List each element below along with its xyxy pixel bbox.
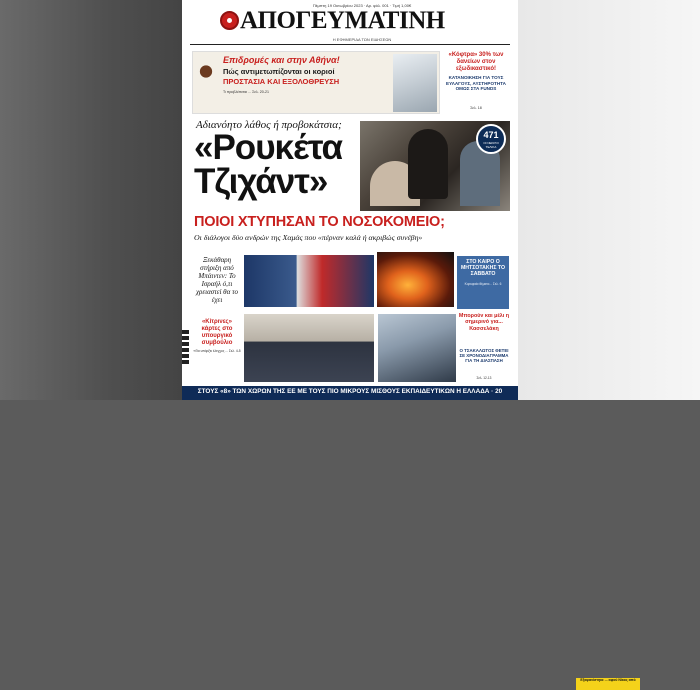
mitsotakis-cairo-box[interactable] <box>457 256 509 309</box>
barcode-marks <box>182 330 189 380</box>
photo-figure <box>408 129 448 199</box>
hospital-subheadline: Οι διάλογοι δύο ανδρών της Χαμάς που «πέρναν καλά ή ακριβώς συνέβη» <box>194 233 423 242</box>
kasselakis-headline: Μπορούν και μέλι η σημερινό για... Κασσελάκη <box>458 313 510 332</box>
footer-headline: ΣΤΟΥΣ «8» ΤΩΝ ΧΩΡΩΝ ΤΗΣ ΕΕ ΜΕ ΤΟΥΣ ΠΙΟ ΜΙΚΡΟΥΣ ΜΙΣΘΟΥΣ ΕΚΠΑΙΔΕΥΤΙΚΩΝ Η ΕΛΛΑΔΑ · 20 <box>197 388 503 395</box>
loans-subheadline: ΚΑΤΑΝΟΙΚΗΣΗ ΓΙΑ ΤΟΥΣ ΕΥΛΑΓΟΥΣ, ΑΥΣΤΗΡΟΤΗΤΑ ΟΜΩΣ ΣΤΑ FUNDS <box>446 75 506 92</box>
main-headline-line1: «Ρουκέτα <box>194 128 343 167</box>
bedbug-image <box>195 58 217 88</box>
newspaper-front-page <box>182 0 636 682</box>
dateline: Πέμπτη 19 Οκτωβρίου 2023 · Αρ. φύλ. 001 · Τιμή 1,00€ <box>312 3 412 8</box>
footer-banner[interactable] <box>182 386 518 400</box>
death-toll-badge <box>476 124 506 154</box>
masthead-subtitle: Η ΕΦΗΜΕΡΙΔΑ ΤΩΝ ΕΙΔΗΣΕΩΝ <box>332 37 392 42</box>
cabinet-headline: «Κίτρινες» κάρτες στο υπουργικό συμβούλιο <box>201 319 233 346</box>
death-toll-label: ΟΙ ΝΕΚΡΟΙ ΤΕΛΙΚΑ <box>483 141 499 149</box>
loans-story[interactable] <box>443 51 509 114</box>
loans-headline: «Κόφτρα» 30% των δανείων στον εξωδικαστικό! <box>448 52 504 72</box>
photo-caption: Εξαφανίστηκε ... αφού Νίκος από <box>576 678 640 690</box>
loans-page-ref: Σελ. 18 <box>470 106 482 110</box>
tsakalotos-subheadline: Ο ΤΣΑΚΑΛΩΤΟΣ ΘΕΤΕΙ ΣΕ ΧΡΟΝΟΔΙΑΓΡΑΜΜΑ ΓΙΑ ΤΗ ΔΙΑΣΠΑΣΗ <box>459 348 509 364</box>
main-headline-line2: Τζιχάντ» <box>194 162 328 201</box>
background-left <box>0 0 182 400</box>
mitsotakis-headline: ΣΤΟ ΚΑΙΡΟ Ο ΜΗΤΣΟΤΑΚΗΣ ΤΟ ΣΑΒΒΑΤΟ <box>460 259 506 277</box>
top-story[interactable] <box>192 51 440 114</box>
masthead-rule <box>190 44 510 45</box>
cabinet-story[interactable] <box>192 319 242 381</box>
biden-story-text[interactable]: Ξεκάθαρη στήριξη από Μπάιντεν: Το Ισραήλ ό,τι χρειαστεί θα το έχει <box>195 256 239 304</box>
top-story-headline-caps: ΠΡΟΣΤΑΣΙΑ ΚΑΙ ΕΞΟΛΟΘΡΕΥΣΗ <box>223 77 340 86</box>
background-right <box>518 0 700 400</box>
hospital-headline: ΠΟΙΟΙ ΧΤΥΠΗΣΑΝ ΤΟ ΝΟΣΟΚΟΜΕΙΟ; <box>194 214 445 230</box>
kasselakis-page-ref: Σελ. 12-13 <box>476 376 492 380</box>
death-toll-number: 471 <box>483 130 499 140</box>
top-story-headline: Πώς αντιμετωπίζονται οι κοριοί <box>223 67 335 76</box>
pest-control-photo <box>393 54 437 112</box>
masthead-logo-icon <box>220 11 239 30</box>
hospital-fire-photo <box>377 252 454 307</box>
masthead-title: ΑΠΟΓΕΥΜΑΤΙΝΗ <box>240 7 445 34</box>
cabinet-body: «Θα υπάρξει έλεγχος ... Σελ. 4-5 <box>193 349 241 353</box>
main-headline[interactable] <box>194 128 384 201</box>
biden-netanyahu-photo <box>244 255 374 307</box>
top-story-body: Τι προβλέπεται ... Σελ. 20-21 <box>223 90 269 94</box>
mitsotakis-body: Κορυφαία θέματα... Σελ. 6 <box>464 282 502 286</box>
top-story-headline-red: Επιδρομές και στην Αθήνα! <box>223 55 340 65</box>
main-kicker: Αδιανόητο λάθος ή προβοκάτσια; <box>196 119 342 131</box>
cabinet-meeting-photo <box>244 314 374 382</box>
kasselakis-story[interactable] <box>458 313 510 383</box>
